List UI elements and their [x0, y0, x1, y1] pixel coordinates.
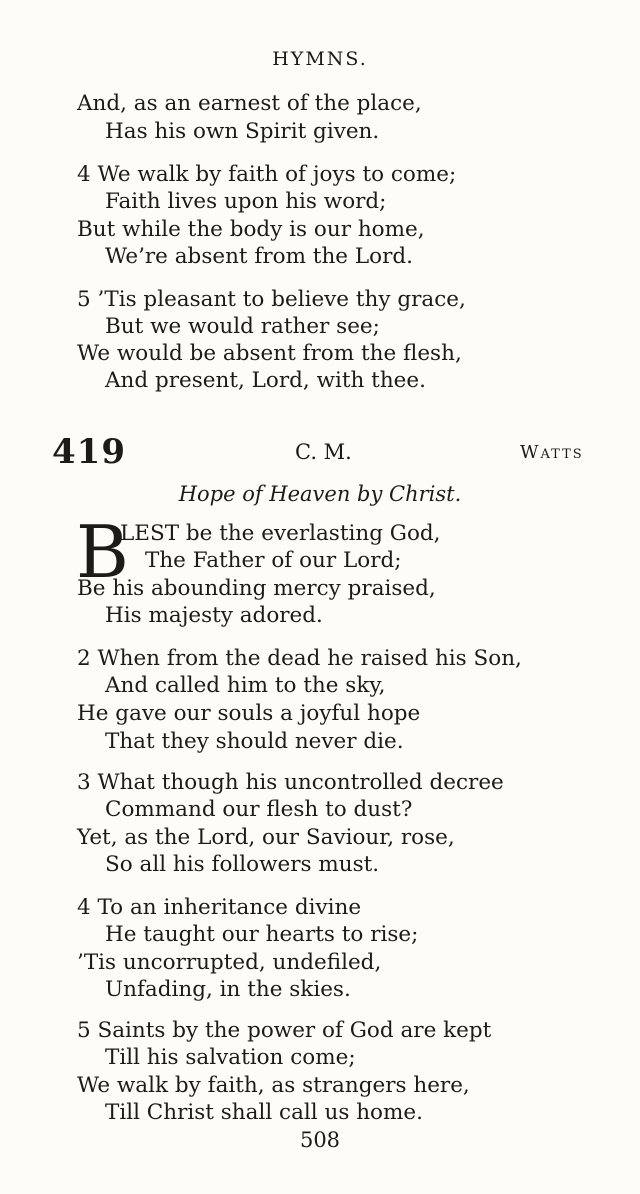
verse-line: That they should never die. — [105, 729, 404, 754]
verse-line: Unfading, in the skies. — [105, 977, 351, 1002]
hymn-title: Hope of Heaven by Christ. — [178, 482, 462, 506]
hymn-number: 419 — [52, 432, 126, 472]
hymn-meter: C. M. — [295, 440, 352, 464]
verse-line: 5 ’Tis pleasant to believe thy grace, — [77, 287, 466, 312]
verse-line: And present, Lord, with thee. — [105, 368, 426, 393]
verse-line: 2 When from the dead he raised his Son, — [77, 646, 522, 671]
verse-line: But while the body is our home, — [77, 217, 425, 242]
verse-line: He taught our hearts to rise; — [105, 922, 419, 947]
verse-line: Yet, as the Lord, our Saviour, rose, — [77, 825, 455, 850]
verse-line: And called him to the sky, — [105, 673, 386, 698]
verse-line: 4 We walk by faith of joys to come; — [77, 162, 457, 187]
verse-line: We’re absent from the Lord. — [105, 244, 413, 269]
verse-line: LEST be the everlasting God, — [120, 521, 441, 546]
verse-line: And, as an earnest of the place, — [77, 91, 422, 116]
verse-line: Command our flesh to dust? — [105, 797, 413, 822]
drop-cap: B — [76, 510, 129, 594]
page-number: 508 — [299, 1128, 341, 1152]
verse-line: He gave our souls a joyful hope — [77, 701, 421, 726]
verse-line: The Father of our Lord; — [145, 548, 402, 573]
hymn-author: Watts — [520, 442, 584, 463]
verse-line: But we would rather see; — [105, 314, 380, 339]
verse-line: 3 What though his uncontrolled decree — [77, 770, 504, 795]
verse-line: 5 Saints by the power of God are kept — [77, 1018, 492, 1043]
verse-line: Till his salvation come; — [105, 1045, 356, 1070]
verse-line: So all his followers must. — [105, 852, 380, 877]
verse-line: 4 To an inheritance divine — [77, 895, 362, 920]
verse-line: His majesty adored. — [105, 603, 323, 628]
verse-line: ’Tis uncorrupted, undefiled, — [77, 950, 382, 975]
running-head: HYMNS. — [272, 48, 368, 70]
verse-line: Till Christ shall call us home. — [105, 1100, 423, 1125]
verse-line: Faith lives upon his word; — [105, 189, 387, 214]
verse-line: We walk by faith, as strangers here, — [77, 1073, 470, 1098]
verse-line: Be his abounding mercy praised, — [77, 576, 436, 601]
verse-line: We would be absent from the flesh, — [77, 341, 462, 366]
verse-line: Has his own Spirit given. — [105, 119, 380, 144]
